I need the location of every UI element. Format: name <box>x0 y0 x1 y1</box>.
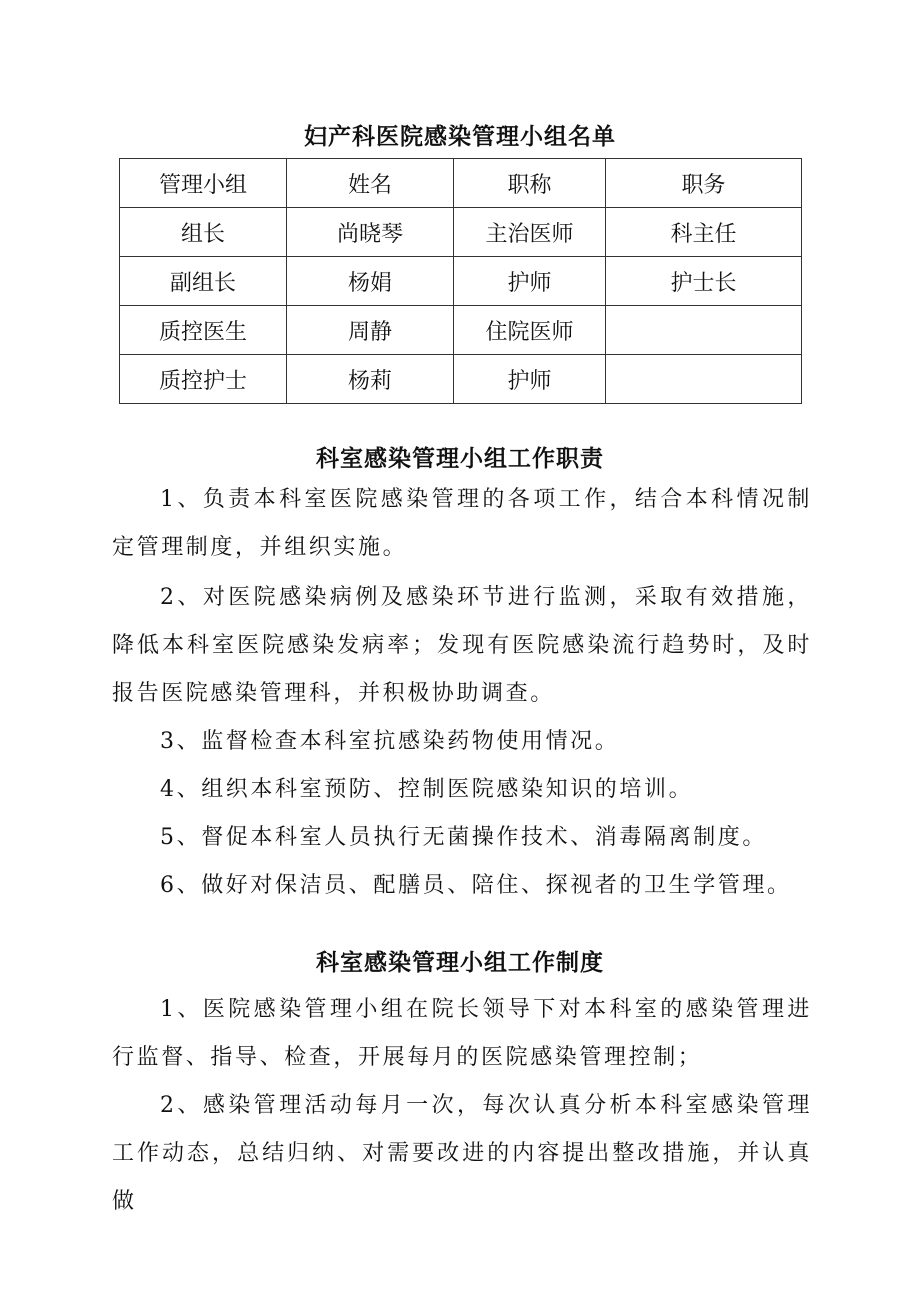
header-cell-title: 职称 <box>454 159 606 208</box>
header-cell-position: 职务 <box>606 159 802 208</box>
table-cell: 杨娟 <box>287 257 454 306</box>
table-cell: 质控医生 <box>120 306 287 355</box>
rule-item-2: 2、感染管理活动每月一次，每次认真分析本科室感染管理工作动态，总结归纳、对需要改进的内容提出整改措施，并认真做 <box>112 1093 812 1214</box>
rule-item-1: 1、医院感染管理小组在院长领导下对本科室的感染管理进行监督、指导、检查，开展每月的医院感染管理控制； <box>112 997 812 1070</box>
table-cell: 副组长 <box>120 257 287 306</box>
table-cell: 主治医师 <box>454 208 606 257</box>
table-header-row <box>120 159 802 208</box>
table-row <box>120 306 802 355</box>
header-cell-group: 管理小组 <box>120 159 287 208</box>
rules-title: 科室感染管理小组工作制度 <box>316 950 604 976</box>
table-row <box>120 208 802 257</box>
roster-title: 妇产科医院感染管理小组名单 <box>304 124 616 150</box>
table-cell: 护师 <box>454 355 606 404</box>
duties-title: 科室感染管理小组工作职责 <box>316 446 604 472</box>
table-cell <box>606 306 802 355</box>
duty-item-5: 5、督促本科室人员执行无菌操作技术、消毒隔离制度。 <box>160 825 767 850</box>
table-row <box>120 257 802 306</box>
table-cell <box>606 355 802 404</box>
table-row <box>120 355 802 404</box>
table-cell: 护师 <box>454 257 606 306</box>
table-cell: 护士长 <box>606 257 802 306</box>
header-cell-name: 姓名 <box>287 159 454 208</box>
table-cell: 质控护士 <box>120 355 287 404</box>
table-cell: 科主任 <box>606 208 802 257</box>
duty-item-2: 2、对医院感染病例及感染环节进行监测，采取有效措施，降低本科室医院感染发病率；发现有医院感染流行趋势时，及时报告医院感染管理科，并积极协助调查。 <box>112 585 812 706</box>
duty-item-1: 1、负责本科室医院感染管理的各项工作，结合本科情况制定管理制度，并组织实施。 <box>112 487 812 560</box>
table-cell: 杨莉 <box>287 355 454 404</box>
table-cell: 尚晓琴 <box>287 208 454 257</box>
table-cell: 住院医师 <box>454 306 606 355</box>
duty-item-3: 3、监督检查本科室抗感染药物使用情况。 <box>160 729 620 754</box>
table-cell: 周静 <box>287 306 454 355</box>
roster-table <box>119 158 802 404</box>
table-cell: 组长 <box>120 208 287 257</box>
duty-item-4: 4、组织本科室预防、控制医院感染知识的培训。 <box>160 777 694 802</box>
duty-item-6: 6、做好对保洁员、配膳员、陪住、探视者的卫生学管理。 <box>160 873 792 898</box>
